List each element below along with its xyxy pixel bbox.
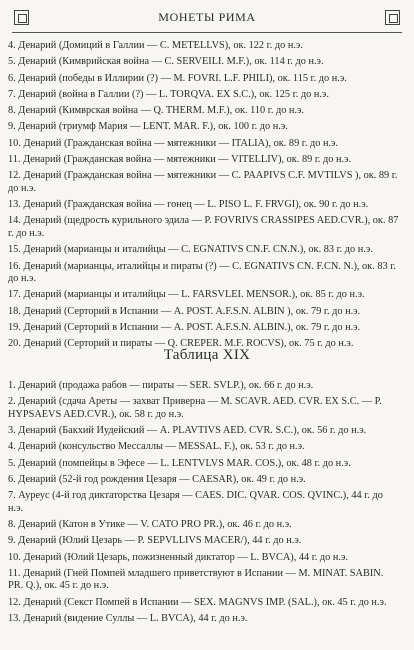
coin-list-table-xviii xyxy=(8,40,400,355)
list-item: 10. Денарий (Гражданская война — мятежники — ITALIA), ок. 89 г. до н.э. xyxy=(8,137,339,149)
list-item: 6. Денарий (победы в Иллирии (?) — M. FOVRI. L.F. PHILI), ок. 115 г. до н.э. xyxy=(8,72,347,84)
list-item: 11. Денарий (Гней Помпей младшего приветствуют в Испании — M. MINAT. SABIN. PR. Q.), ок. 45 г. до н.э. xyxy=(8,567,384,592)
list-item: 13. Денарий (видение Суллы — L. BVCA), 44 г. до н.э. xyxy=(8,613,248,625)
running-title: МОНЕТЫ РИМА xyxy=(158,10,256,24)
list-item: 10. Денарий (Юлий Цезарь, пожизненный диктатор — L. BVCA), 44 г. до н.э. xyxy=(8,551,348,563)
list-item: 7. Ауреус (4-й год диктаторства Цезаря — CAES. DIC. QVAR. COS. QVINC.), 44 г. до н.э. xyxy=(8,490,383,514)
list-item: 3. Денарий (Бакхий Иудейский — A. PLAVTIVS AED. CVR. S.C.), ок. 56 г. до н.э. xyxy=(8,425,367,437)
list-item: 9. Денарий (Юлий Цезарь — P. SEPVLLIVS MACER/), 44 г. до н.э. xyxy=(8,535,302,547)
list-item: 5. Денарий (помпейцы в Эфесе — L. LENTVLVS MAR. COS.), ок. 48 г. до н.э. xyxy=(8,457,351,469)
list-item: 15. Денарий (марианцы и италийцы — C. EGNATIVS CN.F. CN.N.), ок. 83 г. до н.э. xyxy=(8,244,373,256)
list-item: 1. Денарий (продажа рабов — пираты — SER. SVLP.), ок. 66 г. до н.э. xyxy=(8,380,314,391)
list-item: 7. Денарий (война в Галлии (?) — L. TORQVA. EX S.C.), ок. 125 г. до н.э. xyxy=(8,88,329,100)
list-item: 5. Денарий (Кимврийская война — C. SERVEILI. M.F.), ок. 114 г. до н.э. xyxy=(8,56,324,68)
list-item: 8. Денарий (Катон в Утике — V. CATO PRO PR.), ок. 46 г. до н.э. xyxy=(8,519,292,531)
list-item: 14. Денарий (щедрость курильного эдила — P. FOVRIVS CRASSIPES AED.CVR.), ок. 87 г. до н.э. xyxy=(8,215,399,239)
list-item: 4. Денарий (Домиций в Галлии — C. METELLVS), ок. 122 г. до н.э. xyxy=(8,40,303,51)
list-item: 6. Денарий (52-й год рождения Цезаря — CAESAR), ок. 49 г. до н.э. xyxy=(8,473,306,485)
list-item: 19. Денарий (Серторий в Испании — A. POST. A.F.S.N. ALBIN.), ок. 79 г. до н.э. xyxy=(8,321,361,333)
list-item: 2. Денарий (сдача Ареты — захват Приверна — M. SCAVR. AED. CVR. EX S.C. — P. HYPSAEVS AED.CVR.), ок. 58 г. до н.э. xyxy=(8,396,382,420)
list-item: 9. Денарий (триумф Мария — LENT. MAR. F.), ок. 100 г. до н.э. xyxy=(8,121,288,133)
list-item: 18. Денарий (Серторий в Испании — A. POST. A.F.S.N. ALBIN ), ок. 79 г. до н.э. xyxy=(8,305,361,317)
list-item: 16. Денарий (марианцы, италийцы и пираты (?) — C. EGNATIVS CN. F.CN. N.), ок. 83 г. до н.э. xyxy=(8,260,396,285)
list-item: 11. Денарий (Гражданская война — мятежники — VITELLIV), ок. 89 г. до н.э. xyxy=(8,154,352,166)
ornament-right-icon xyxy=(385,10,400,25)
list-item: 12. Денарий (Гражданская война — мятежники — C. PAAPIVS C.F. MVTILVS ), ок. 89 г. до н.э. xyxy=(8,170,398,194)
list-item: 17. Денарий (марианцы и италийцы — L. FARSVLEI. MENSOR.), ок. 85 г. до н.э. xyxy=(8,289,365,301)
running-header xyxy=(12,8,402,33)
coin-list-table-xix xyxy=(8,380,400,629)
list-item: 8. Денарий (Кимврская война — Q. THERM. M.F.), ок. 110 г. до н.э. xyxy=(8,105,305,117)
list-item: 12. Денарий (Секст Помпей в Испании — SEX. MAGNVS IMP. (SAL.), ок. 45 г. до н.э. xyxy=(8,596,387,608)
list-item: 20. Денарий (Серторий и пираты — Q. CREPER. M.F. ROCVS), ок. 75 г. до н.э. xyxy=(8,338,354,350)
list-item: 4. Денарий (консульство Мессаллы — MESSAL. F.), ок. 53 г. до н.э. xyxy=(8,441,305,453)
list-item: 13. Денарий (Гражданская война — гонец — L. PISO L. F. FRVGI), ок. 90 г. до н.э. xyxy=(8,199,369,211)
section-heading: Таблица XIX xyxy=(163,347,251,363)
